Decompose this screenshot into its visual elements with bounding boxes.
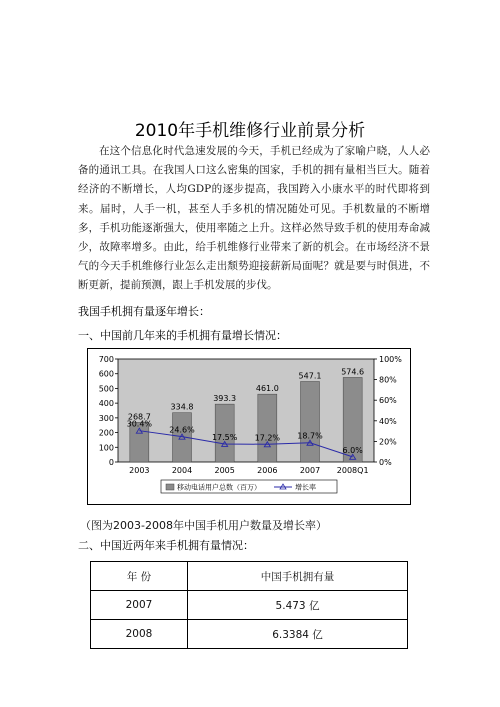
category-label: 2004 bbox=[171, 466, 193, 475]
page-title: 2010年手机维修行业前景分析 bbox=[134, 121, 366, 141]
growth-rate-label: 18.7% bbox=[297, 431, 323, 441]
table-header-ownership: 中国手机拥有量 bbox=[188, 562, 408, 591]
table-header-row bbox=[91, 562, 408, 591]
right-tick-label: 60% bbox=[379, 396, 397, 406]
intro-paragraph: 在这个信息化时代急速发展的今天，手机已经成为了家喻户晓，人人必备的通讯工具。在我国人口这么密集的国家，手机的拥有量相当巨大。随着经济的不断增长，人均GDP的逐步提高，我国跨入小康水平的时代即将到来。届时，人手一机，甚至人手多机的情况随处可见。手机数量的不断增多，手机功能逐渐强大，使用率随之上升。这样必然导致手机的使用寿命减少，故障率增多。由此，给手机维修行业带来了新的机会。在市场经济不景气的今天手机维修行业怎么走出颓势迎接薪新局面呢？就是要与时俱进，不断更新，提前预测，跟上手机发展的步伐。 bbox=[78, 145, 430, 292]
legend-bar-swatch bbox=[166, 484, 174, 490]
table-header-year: 年 份 bbox=[91, 562, 188, 591]
bar bbox=[258, 394, 277, 462]
table-cell-year: 2007 bbox=[91, 591, 188, 620]
right-tick-label: 100% bbox=[379, 355, 402, 364]
growth-rate-label: 17.2% bbox=[254, 433, 281, 443]
growth-rate-label: 24.6% bbox=[169, 425, 195, 435]
right-tick-label: 80% bbox=[379, 375, 397, 385]
category-label: 2008Q1 bbox=[336, 466, 369, 475]
growth-rate-label: 17.5% bbox=[211, 432, 238, 442]
legend-bar-label: 移动电话用户总数（百万） bbox=[177, 483, 261, 492]
left-tick-label: 500 bbox=[98, 384, 114, 394]
table-row bbox=[91, 591, 408, 620]
left-tick-label: 400 bbox=[98, 399, 114, 409]
bar-data-label: 461.0 bbox=[255, 384, 279, 394]
left-tick-label: 600 bbox=[98, 369, 114, 379]
right-tick-label: 20% bbox=[379, 437, 397, 447]
chart-frame bbox=[87, 348, 411, 505]
bar-data-label: 547.1 bbox=[298, 371, 322, 381]
left-tick-label: 0 bbox=[108, 458, 114, 467]
category-label: 2006 bbox=[257, 466, 278, 475]
category-label: 2003 bbox=[129, 466, 150, 475]
left-tick-label: 300 bbox=[98, 413, 114, 423]
table-cell-ownership: 5.473 亿 bbox=[188, 591, 408, 620]
ownership-table bbox=[90, 561, 408, 649]
section-heading: 我国手机拥有量逐年增长： bbox=[78, 305, 210, 318]
right-tick-label: 40% bbox=[379, 416, 397, 426]
plot-area bbox=[118, 359, 374, 462]
section-two-heading: 二、中国近两年来手机拥有量情况： bbox=[78, 539, 254, 552]
bar-data-label: 334.8 bbox=[170, 402, 194, 412]
table-cell-year: 2008 bbox=[91, 620, 188, 649]
legend-line-label: 增长率 bbox=[295, 483, 316, 492]
chart-caption: （图为2003-2008年中国手机用户数量及增长率） bbox=[80, 519, 327, 532]
left-tick-label: 100 bbox=[98, 443, 114, 453]
table-cell-ownership: 6.3384 亿 bbox=[188, 620, 408, 649]
category-label: 2005 bbox=[214, 466, 235, 475]
table-row bbox=[91, 620, 408, 649]
bar-data-label: 574.6 bbox=[341, 367, 365, 377]
section-one-heading: 一、中国前几年来的手机拥有量增长情况： bbox=[78, 329, 287, 342]
growth-rate-label: 30.4% bbox=[126, 419, 153, 429]
category-label: 2007 bbox=[299, 466, 321, 475]
bar bbox=[301, 381, 320, 462]
mobile-users-chart bbox=[88, 349, 410, 504]
bar-data-label: 268.7 bbox=[127, 412, 151, 422]
right-tick-label: 0% bbox=[379, 458, 392, 467]
left-tick-label: 200 bbox=[98, 428, 114, 438]
left-tick-label: 700 bbox=[98, 355, 114, 364]
bar-data-label: 393.3 bbox=[213, 394, 237, 404]
growth-rate-label: 6.0% bbox=[342, 445, 363, 455]
